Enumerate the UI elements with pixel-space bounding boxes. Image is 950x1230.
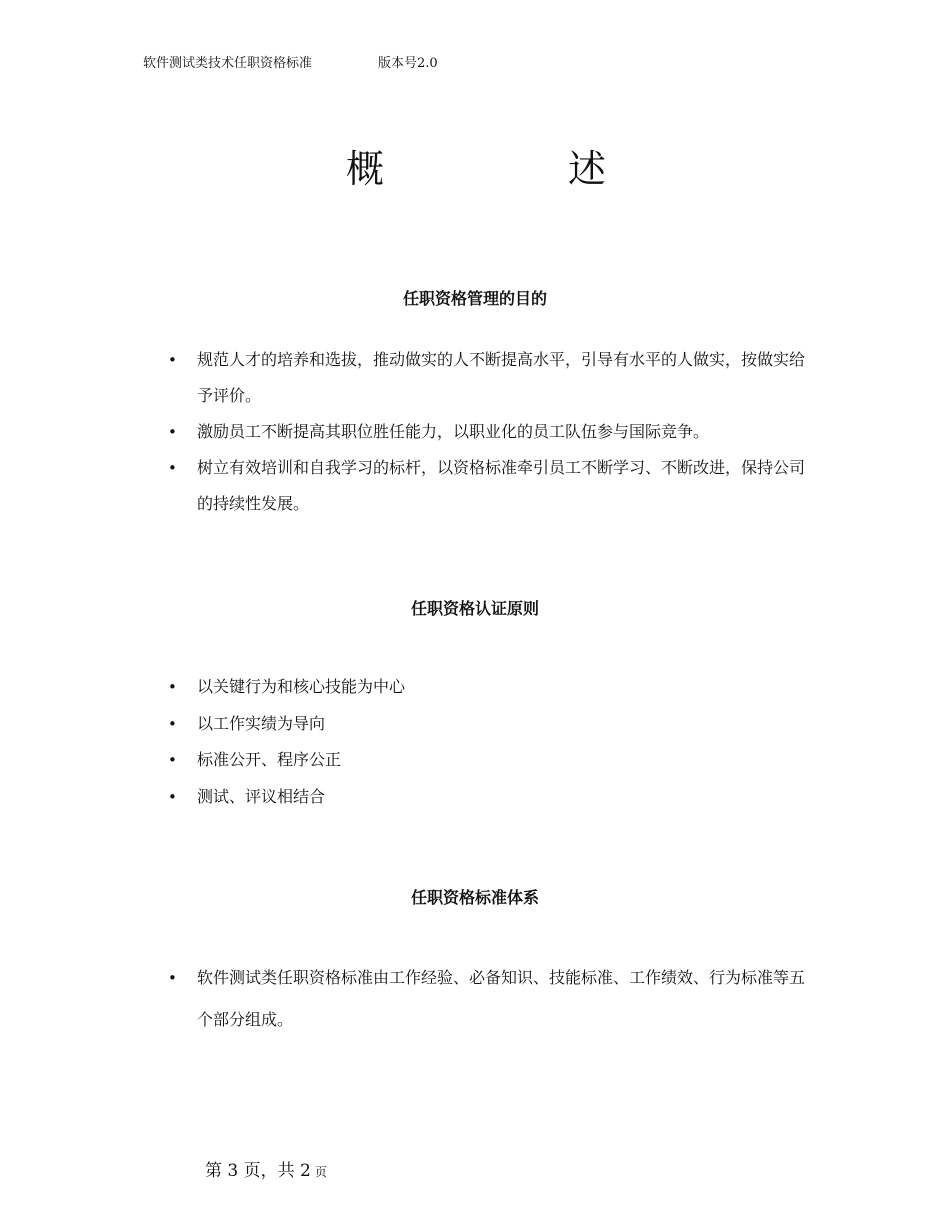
list-item: • 以工作实绩为导向 [0,706,817,743]
title-char-1: 概 [346,147,385,191]
list-item: • 激励员工不断提高其职位胜任能力，以职业化的员工队伍参与国际竞争。 [0,414,817,450]
version-label: 版本号2.0 [378,56,438,71]
section-heading-principles: 任职资格认证原则 [410,599,539,618]
item-prefix: 软件测试类任职资格标准由 [197,968,390,987]
system-list [0,957,950,1041]
page-number: 第 3 页，共 2 [205,1161,311,1181]
document-title: 软件测试类技术任职资格标准 [143,56,313,71]
section-heading-purpose: 任职资格管理的目的 [402,289,547,308]
list-item [0,957,817,1041]
purpose-list [0,342,950,522]
list-item: • 标准公开、程序公正 [0,742,817,779]
list-item: • 规范人才的培养和选拔，推动做实的人不断提高水平，引导有水平的人做实，按做实给予评价。 [0,342,817,414]
list-item: • 树立有效培训和自我学习的标杆，以资格标准牵引员工不断学习、不断改进，保持公司的持续性发展。 [0,450,817,522]
page-title [0,138,950,191]
title-char-2: 述 [568,147,607,191]
page-header [143,52,438,71]
item-suffix: 工作绩效、行为标准等五个部分组成。 [197,968,806,1029]
item-emphasis: 工作经验、必备知识、技能标准、 [389,968,630,987]
page-unit: 页 [314,1165,327,1179]
section-heading-system: 任职资格标准体系 [410,888,539,907]
principles-list [0,669,950,815]
page-footer [205,1156,327,1181]
list-item: • 以关键行为和核心技能为中心 [0,669,817,706]
list-item: • 测试、评议相结合 [0,779,817,816]
